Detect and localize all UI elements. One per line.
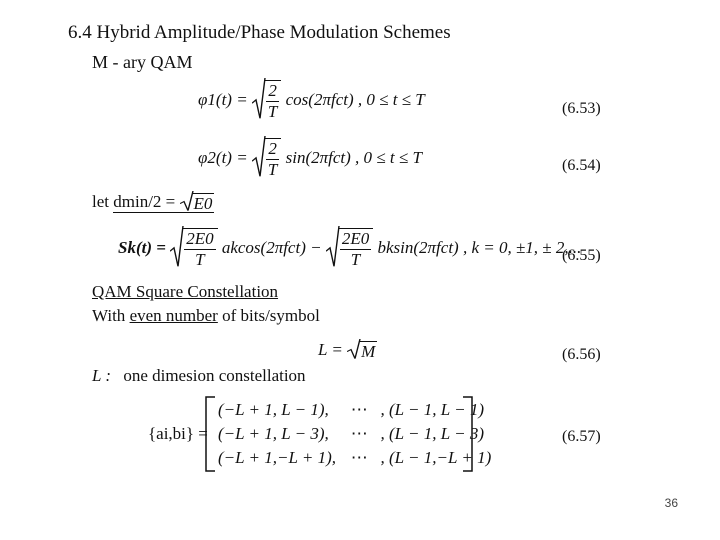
l-text: one dimesion constellation <box>123 366 306 385</box>
eq-6-54-frac-den: T <box>267 160 278 179</box>
even-prefix: With <box>92 306 126 325</box>
eq-6-55-frac2-den: T <box>350 250 361 269</box>
eq-6-54-frac-num: 2 <box>266 139 279 160</box>
eq-number-6-53: (6.53) <box>562 100 601 117</box>
even-number-line <box>92 306 320 326</box>
eq-number-6-57: (6.57) <box>562 428 601 445</box>
eq-6-54-sqrt <box>252 138 281 180</box>
let-rad: E0 <box>193 193 213 213</box>
eq-6-55-frac1-num: 2E0 <box>186 229 214 248</box>
matrix-left-bracket <box>204 396 216 472</box>
subheading: M - ary QAM <box>92 52 193 72</box>
let-dmin-expression <box>113 192 214 213</box>
equation-6-54 <box>198 138 422 180</box>
matrix-row-3: (−L + 1,−L + 1), ⋯ , (L − 1,−L + 1) <box>218 448 492 467</box>
equation-6-56 <box>318 340 377 362</box>
eq-6-55-frac1-den: T <box>195 250 205 269</box>
page-number: 36 <box>664 496 678 510</box>
let-dmin-line <box>92 192 214 214</box>
eq-6-54-rhs: sin(2πfct) , 0 ≤ t ≤ T <box>285 147 422 167</box>
eq-6-55-sqrt-2 <box>326 228 373 270</box>
matrix-row-1: (−L + 1, L − 1), ⋯ , (L − 1, L − 1) <box>218 400 485 419</box>
eq-number-6-54: (6.54) <box>562 157 601 174</box>
even-underlined: even number <box>129 306 218 325</box>
l-line <box>92 366 306 386</box>
eq-6-56-lhs: L = <box>318 340 343 359</box>
constellation-title: QAM Square Constellation <box>92 282 279 301</box>
even-suffix: of bits/symbol <box>222 306 320 325</box>
equation-6-55 <box>118 228 581 270</box>
eq-6-55-mid: akcos(2πfct) − <box>221 237 322 257</box>
page-title: 6.4 Hybrid Amplitude/Phase Modulation Schemes <box>68 22 451 43</box>
eq-6-53-rhs: cos(2πfct) , 0 ≤ t ≤ T <box>285 89 425 109</box>
eq-6-53-sqrt <box>252 80 281 122</box>
eq-6-55-lhs: Sk(t) = <box>118 237 166 257</box>
eq-6-54-lhs: φ2(t) = <box>198 147 248 167</box>
l-label: L : <box>92 366 112 385</box>
let-sqrt <box>180 193 215 214</box>
eq-number-6-55: (6.55) <box>562 247 601 264</box>
eq-6-53-lhs: φ1(t) = <box>198 89 248 109</box>
let-lhs: dmin/2 = <box>113 192 176 211</box>
eq-number-6-56: (6.56) <box>562 346 601 363</box>
matrix-body <box>218 398 491 470</box>
let-prefix: let <box>92 192 109 211</box>
eq-6-56-sqrt <box>347 341 377 362</box>
equation-6-53 <box>198 80 425 122</box>
matrix-row-2: (−L + 1, L − 3), ⋯ , (L − 1, L − 3) <box>218 424 485 443</box>
eq-6-55-rhs: bksin(2πfct) , k = 0, ±1, ± 2,... <box>377 237 582 257</box>
eq-6-56-rad: M <box>361 341 376 361</box>
eq-6-57-lhs: {ai,bi} = <box>148 424 208 443</box>
eq-6-53-frac-num: 2 <box>266 81 279 102</box>
eq-6-55-sqrt-1 <box>170 228 217 270</box>
eq-6-53-frac-den: T <box>267 102 278 121</box>
matrix-right-bracket <box>462 396 474 472</box>
eq-6-55-frac2-num: 2E0 <box>341 229 370 248</box>
